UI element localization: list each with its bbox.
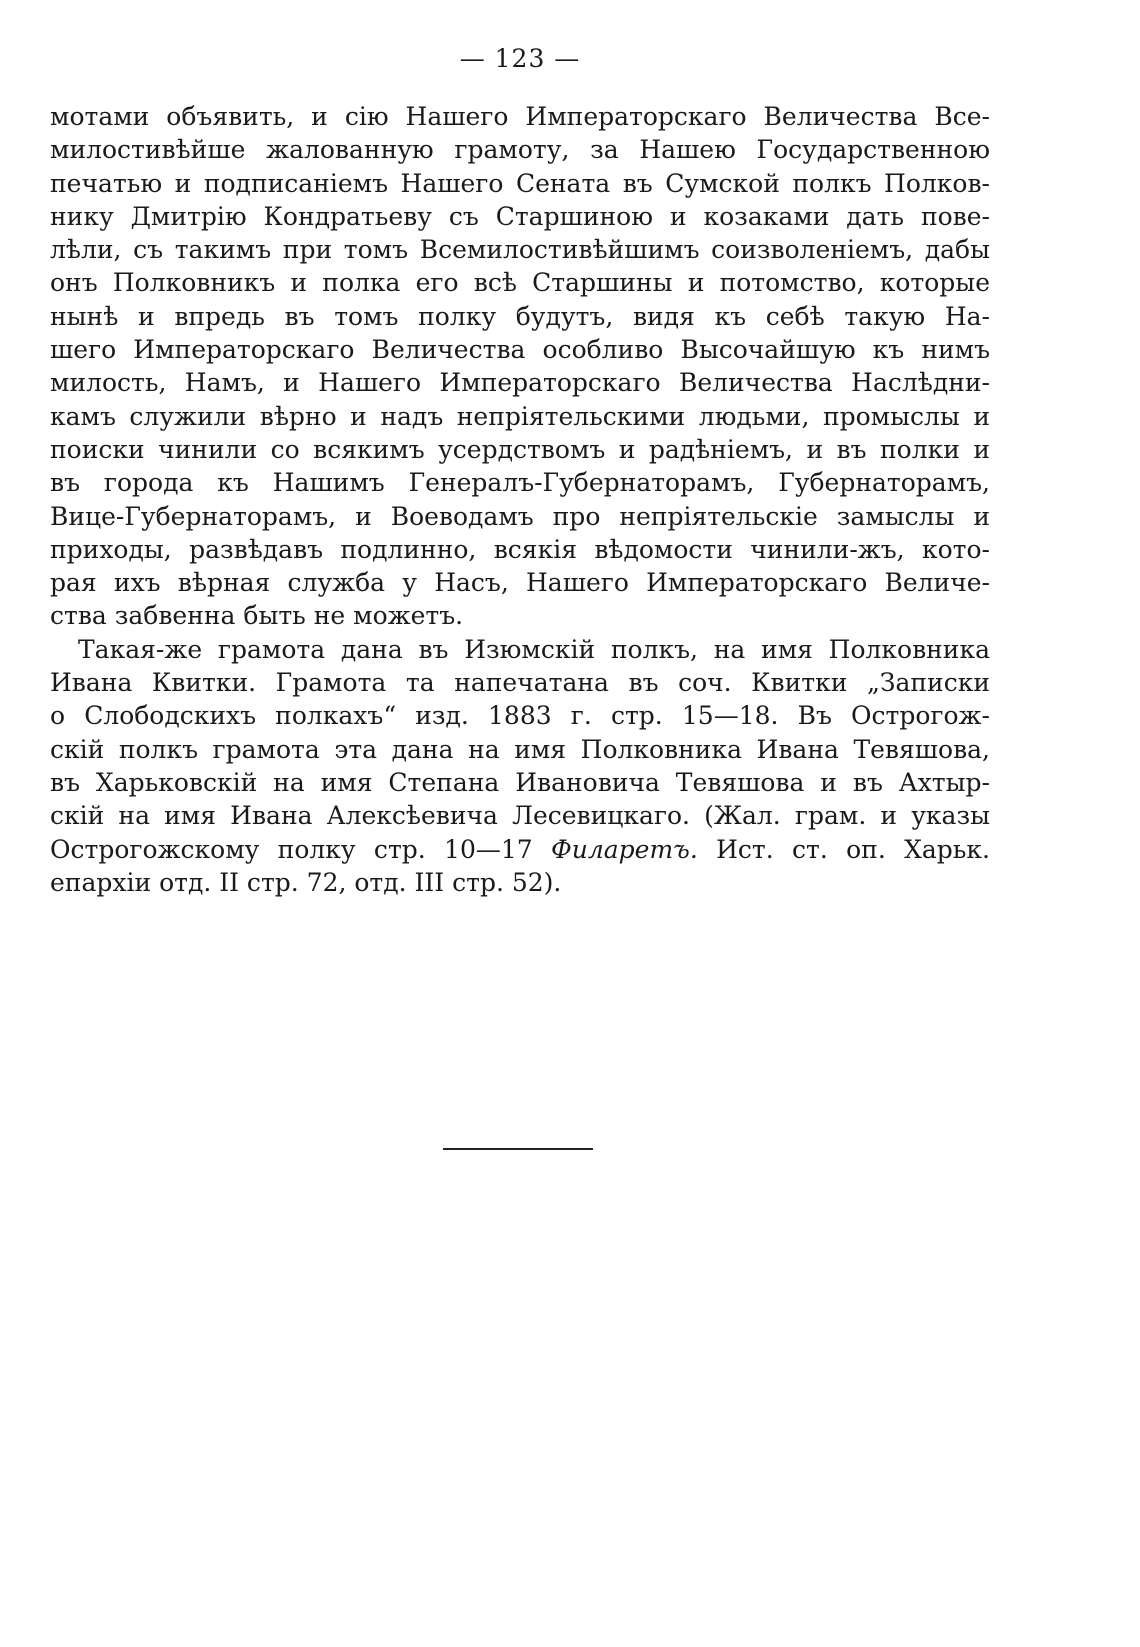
text-line: печатью и подписаніемъ Нашего Сената въ Сумской полкъ Полков- xyxy=(50,168,990,198)
text-line: милостивѣйше жалованную грамоту, за Нашею Государственною xyxy=(50,135,990,165)
text-line: Ивана Квитки. Грамота та напечатана въ соч. Квитки „Записки xyxy=(50,668,990,698)
body-text xyxy=(50,100,990,899)
text-line: поиски чинили со всякимъ усердствомъ и радѣніемъ, и въ полки и xyxy=(50,434,990,464)
text-line-with-author xyxy=(50,833,990,866)
text-line: въ города къ Нашимъ Генералъ-Губернаторамъ, Губернаторамъ, xyxy=(50,468,990,498)
section-divider xyxy=(443,1148,593,1150)
text-line: епархіи отд. II стр. 72, отд. III стр. 52). xyxy=(50,867,562,897)
text-line: скій полкъ грамота эта дана на имя Полковника Ивана Тевяшова, xyxy=(50,734,990,764)
text-segment: Ист. ст. оп. Харьк. xyxy=(697,834,990,864)
text-line: скій на имя Ивана Алексѣевича Лесевицкаго. (Жал. грам. и указы xyxy=(50,801,990,831)
text-line: онъ Полковникъ и полка его всѣ Старшины и потомство, которые xyxy=(50,268,990,298)
text-line: нику Дмитрію Кондратьеву съ Старшиною и козаками дать пове- xyxy=(50,201,990,231)
page-number: — 123 — xyxy=(459,44,581,73)
text-line: нынѣ и впредь въ томъ полку будутъ, видя къ себѣ такую На- xyxy=(50,301,990,331)
text-line: ства забвенна быть не можетъ. xyxy=(50,601,464,631)
text-line: мотами объявить, и сію Нашего Императорскаго Величества Все- xyxy=(50,102,990,131)
text-line: о Слободскихъ полкахъ“ изд. 1883 г. стр. 15—18. Въ Острогож- xyxy=(50,701,990,731)
text-line: въ Харьковскій на имя Степана Ивановича Тевяшова и въ Ахтыр- xyxy=(50,767,990,797)
text-line: Такая-же грамота дана въ Изюмскій полкъ, на имя Полковника xyxy=(78,634,990,664)
text-line: лѣли, съ такимъ при томъ Всемилостивѣйшимъ соизволеніемъ, дабы xyxy=(50,235,990,265)
text-line: Вице-Губернаторамъ, и Воеводамъ про непріятельскіе замыслы и xyxy=(50,501,990,531)
text-line: камъ служили вѣрно и надъ непріятельскими людьми, промыслы и xyxy=(50,401,990,431)
text-line: милость, Намъ, и Нашего Императорскаго Величества Наслѣдни- xyxy=(50,368,990,398)
text-line: рая ихъ вѣрная служба у Насъ, Нашего Императорскаго Величе- xyxy=(50,568,990,598)
text-line: шего Императорскаго Величества особливо Высочайшую къ нимъ xyxy=(50,335,990,365)
text-segment: Острогожскому полку стр. 10—17 xyxy=(50,834,551,864)
author-name: Филаретъ. xyxy=(551,834,698,864)
text-line: приходы, развѣдавъ подлинно, всякія вѣдомости чинили-жъ, кото- xyxy=(50,534,990,564)
